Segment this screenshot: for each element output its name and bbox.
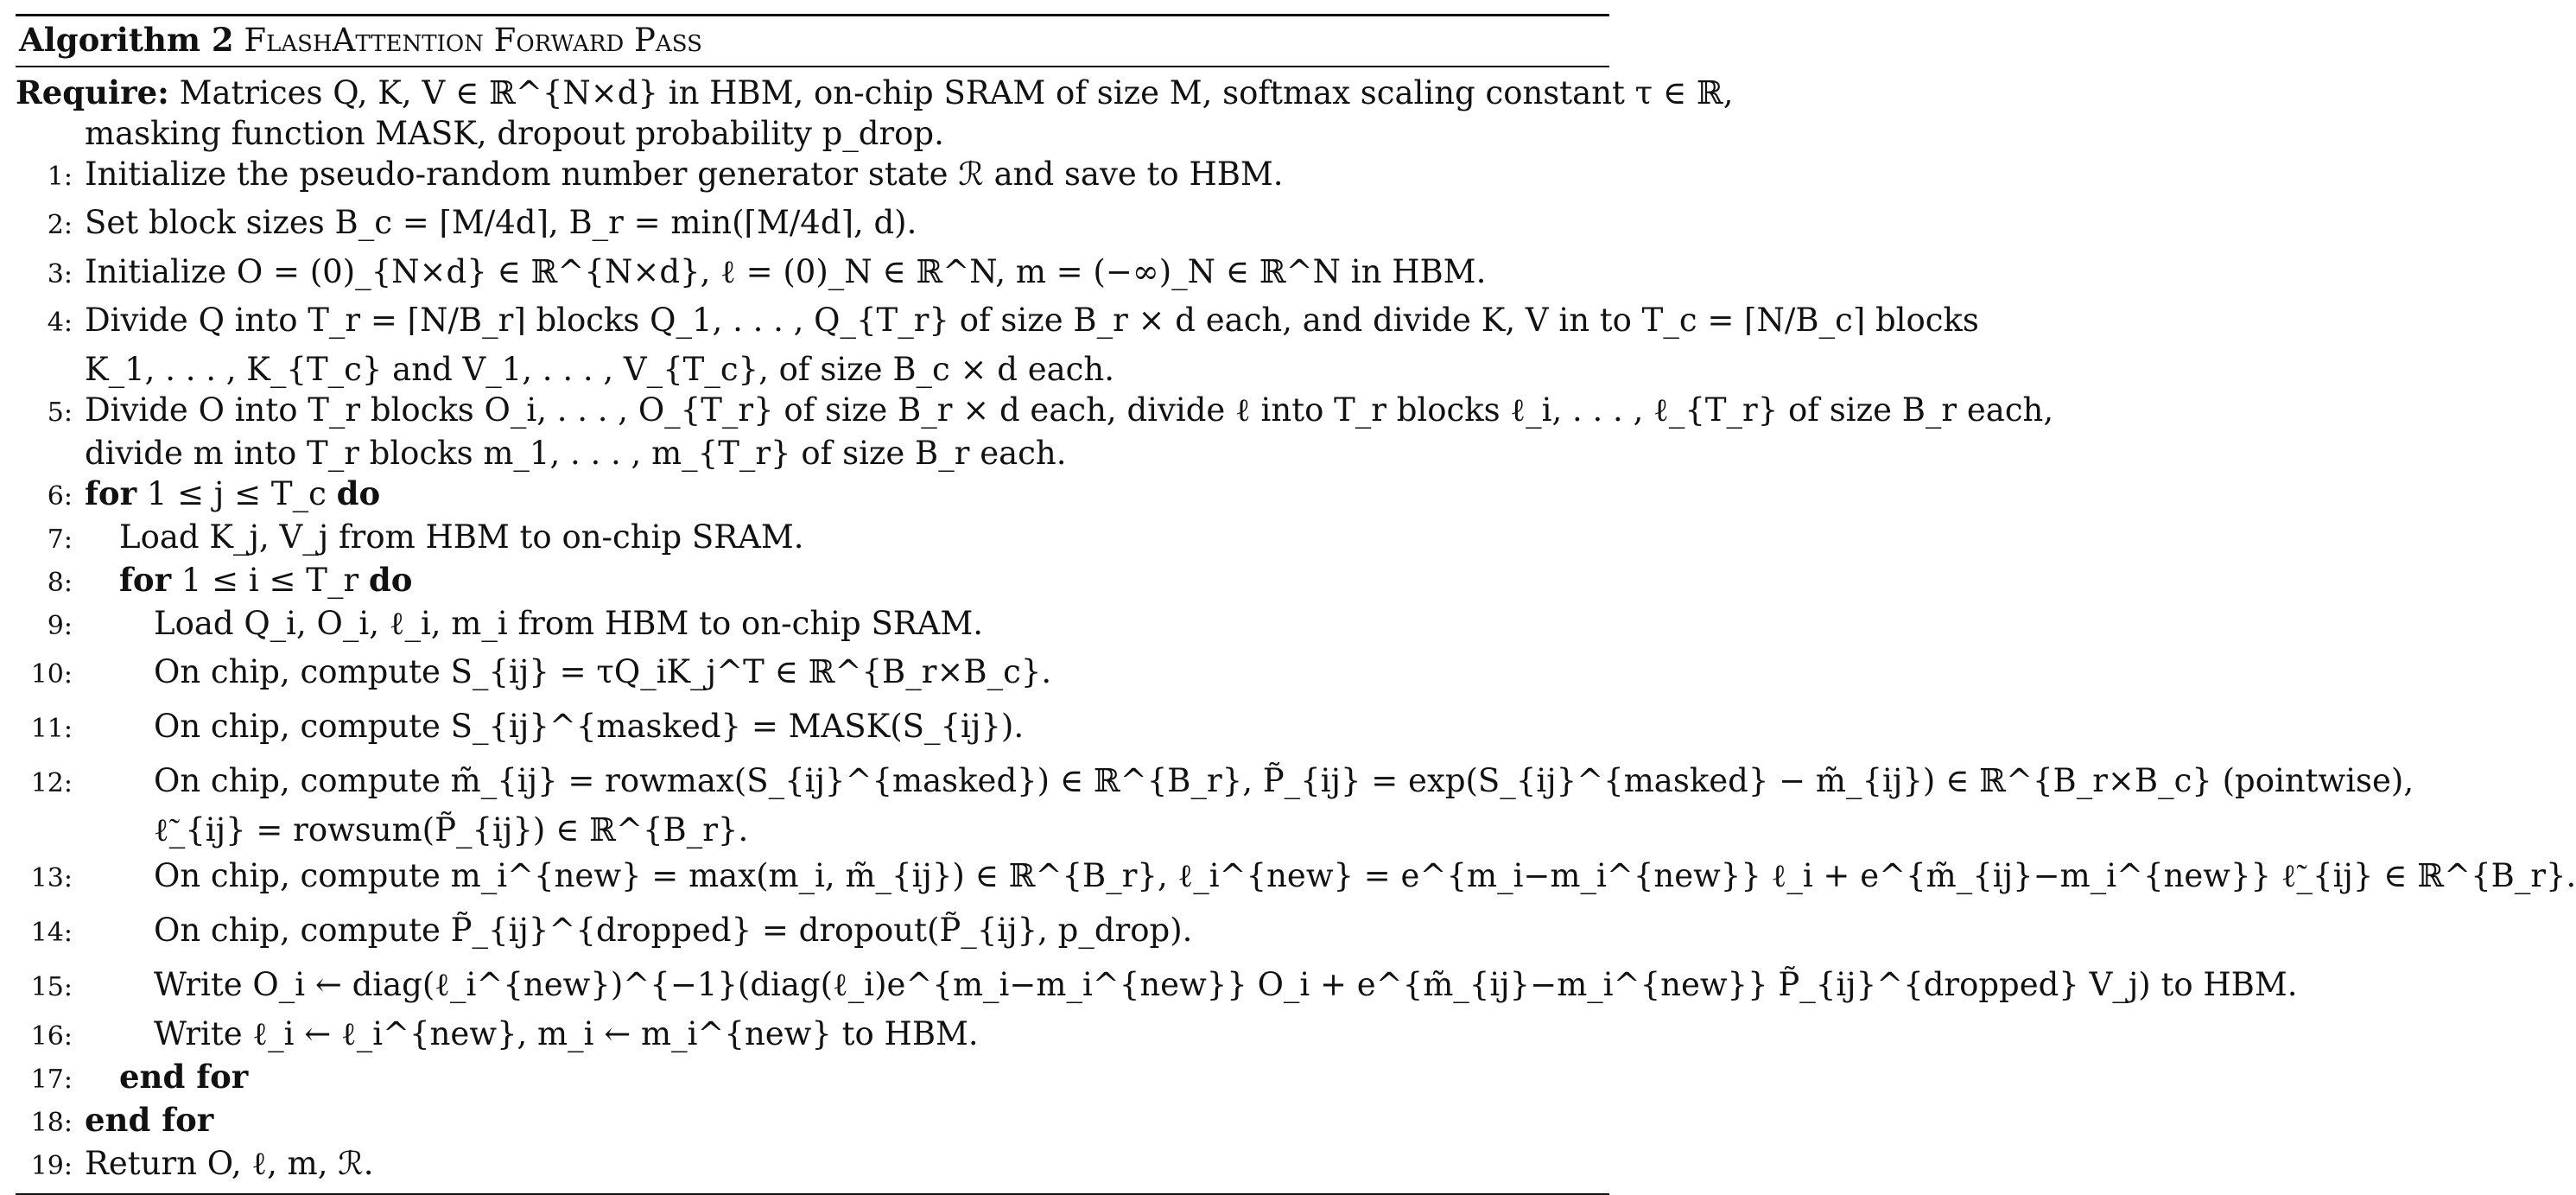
line-text: On chip, compute m_i^{new} = max(m_i, m̃_{ij}) ∈ ℝ^{B_r}, ℓ_i^{new} = e^{m_i−m_i^{new}} ℓ_i + e^{m̃_{ij}−m_i^{new}} ℓ̃_{ij} ∈ ℝ^{B_r}.	[154, 857, 2576, 894]
line-number: 19:	[30, 1151, 73, 1181]
algorithm-line-9	[16, 603, 1609, 646]
line-number: 14:	[30, 918, 73, 948]
algorithm-line-2	[16, 197, 1609, 251]
keyword-end-for: end for	[119, 1058, 249, 1096]
algorithm-line-3	[16, 251, 1609, 295]
line-text: Initialize O = (0)_{N×d} ∈ ℝ^{N×d}, ℓ = (0)_N ∈ ℝ^N, m = (−∞)_N ∈ ℝ^N in HBM.	[85, 253, 1487, 290]
line-number: 11:	[30, 714, 73, 744]
line-text: Load Q_i, O_i, ℓ_i, m_i from HBM to on-chip SRAM.	[154, 605, 984, 642]
algorithm-line-17	[16, 1057, 1609, 1100]
line-text: Set block sizes B_c = ⌈M/4d⌉, B_r = min(⌈M/4d⌉, d).	[85, 204, 917, 241]
line-number: 2:	[47, 210, 73, 240]
keyword-end-for: end for	[85, 1101, 214, 1139]
algorithm-line-5-continuation	[16, 433, 1609, 474]
algorithm-line-5	[16, 390, 2054, 433]
keyword-do: do	[368, 561, 413, 599]
algorithm-body	[16, 67, 2576, 1193]
line-number: 3:	[47, 259, 73, 289]
line-text: 1 ≤ j ≤ T_c	[146, 475, 327, 512]
algorithm-line-8	[16, 560, 1609, 603]
keyword-for: for	[119, 561, 172, 599]
algorithm-line-14	[16, 905, 1609, 959]
require-continuation	[16, 113, 1609, 154]
line-number: 17:	[30, 1065, 73, 1095]
require-label: Require:	[16, 73, 169, 111]
line-text: ℓ̃_{ij} = rowsum(P̃_{ij}) ∈ ℝ^{B_r}.	[154, 811, 749, 849]
line-text: Return O, ℓ, m, ℛ.	[85, 1145, 374, 1182]
line-text: Load K_j, V_j from HBM to on-chip SRAM.	[119, 518, 804, 556]
algorithm-line-15	[16, 959, 2298, 1014]
line-number: 18:	[30, 1108, 73, 1138]
line-number: 9:	[47, 611, 73, 641]
line-text: 1 ≤ i ≤ T_r	[181, 562, 359, 599]
line-number: 7:	[47, 524, 73, 555]
line-number: 16:	[30, 1021, 73, 1052]
line-text: K_1, . . . , K_{T_c} and V_1, . . . , V_{T_c}, of size B_c × d each.	[85, 351, 1114, 388]
line-text: On chip, compute S_{ij} = τQ_iK_j^T ∈ ℝ^{B_r×B_c}.	[154, 653, 1052, 690]
algorithm-line-13	[16, 850, 2576, 905]
line-number: 4:	[47, 308, 73, 338]
algorithm-line-18	[16, 1100, 1609, 1143]
algorithm-label: Algorithm 2	[19, 21, 234, 59]
require-line	[16, 73, 1734, 113]
line-number: 12:	[30, 768, 73, 798]
algorithm-line-16	[16, 1014, 1609, 1057]
line-text: On chip, compute P̃_{ij}^{dropped} = dropout(P̃_{ij}, p_drop).	[154, 912, 1193, 949]
keyword-for: for	[85, 474, 137, 512]
line-number: 8:	[47, 568, 73, 598]
algorithm-line-12	[16, 755, 2414, 810]
keyword-do: do	[336, 474, 381, 512]
line-number: 6:	[47, 481, 73, 512]
algorithm-line-19	[16, 1143, 1609, 1186]
algorithm-line-1	[16, 154, 1609, 197]
line-text: Initialize the pseudo-random number generator state ℛ and save to HBM.	[85, 156, 1284, 193]
algorithm-title: FlashAttention Forward Pass	[244, 22, 702, 59]
algorithm-line-6	[16, 474, 1609, 517]
line-text: Write O_i ← diag(ℓ_i^{new})^{−1}(diag(ℓ_i)e^{m_i−m_i^{new}} O_i + e^{m̃_{ij}−m_i^{new}} P̃_{ij}^{dropped} V_j) to HBM.	[154, 966, 2298, 1003]
line-text: Divide O into T_r blocks O_i, . . . , O_{T_r} of size B_r × d each, divide ℓ into T_r blocks ℓ_i, . . . , ℓ_{T_r} of size B_r each,	[85, 391, 2054, 429]
line-number: 15:	[30, 972, 73, 1002]
line-text: On chip, compute m̃_{ij} = rowmax(S_{ij}^{masked}) ∈ ℝ^{B_r}, P̃_{ij} = exp(S_{ij}^{masked} − m̃_{ij}) ∈ ℝ^{B_r×B_c} (pointwise),	[154, 762, 2414, 799]
algorithm-line-4-continuation	[16, 349, 1609, 390]
line-number: 13:	[30, 863, 73, 893]
algorithm-caption	[16, 16, 1609, 66]
line-number: 1:	[47, 162, 73, 192]
line-text: On chip, compute S_{ij}^{masked} = MASK(S_{ij}).	[154, 708, 1025, 745]
line-text: divide m into T_r blocks m_1, . . . , m_{T_r} of size B_r each.	[85, 435, 1067, 472]
algorithm-line-10	[16, 646, 1609, 701]
line-number: 10:	[30, 659, 73, 690]
algorithm-block	[16, 14, 2576, 1195]
algorithm-line-4	[16, 295, 1979, 349]
require-cont-text: masking function MASK, dropout probability p_drop.	[85, 115, 944, 152]
algorithm-line-7	[16, 517, 1609, 560]
line-text: Divide Q into T_r = ⌈N/B_r⌉ blocks Q_1, . . . , Q_{T_r} of size B_r × d each, and divide K, V in to T_c = ⌈N/B_c⌉ blocks	[85, 302, 1979, 339]
line-text: Write ℓ_i ← ℓ_i^{new}, m_i ← m_i^{new} to HBM.	[154, 1015, 979, 1052]
algorithm-line-12-continuation	[16, 810, 1609, 850]
line-number: 5:	[47, 397, 73, 428]
algorithm-line-11	[16, 701, 1609, 755]
require-text: Matrices Q, K, V ∈ ℝ^{N×d} in HBM, on-chip SRAM of size M, softmax scaling constant τ ∈ ℝ,	[179, 74, 1734, 111]
